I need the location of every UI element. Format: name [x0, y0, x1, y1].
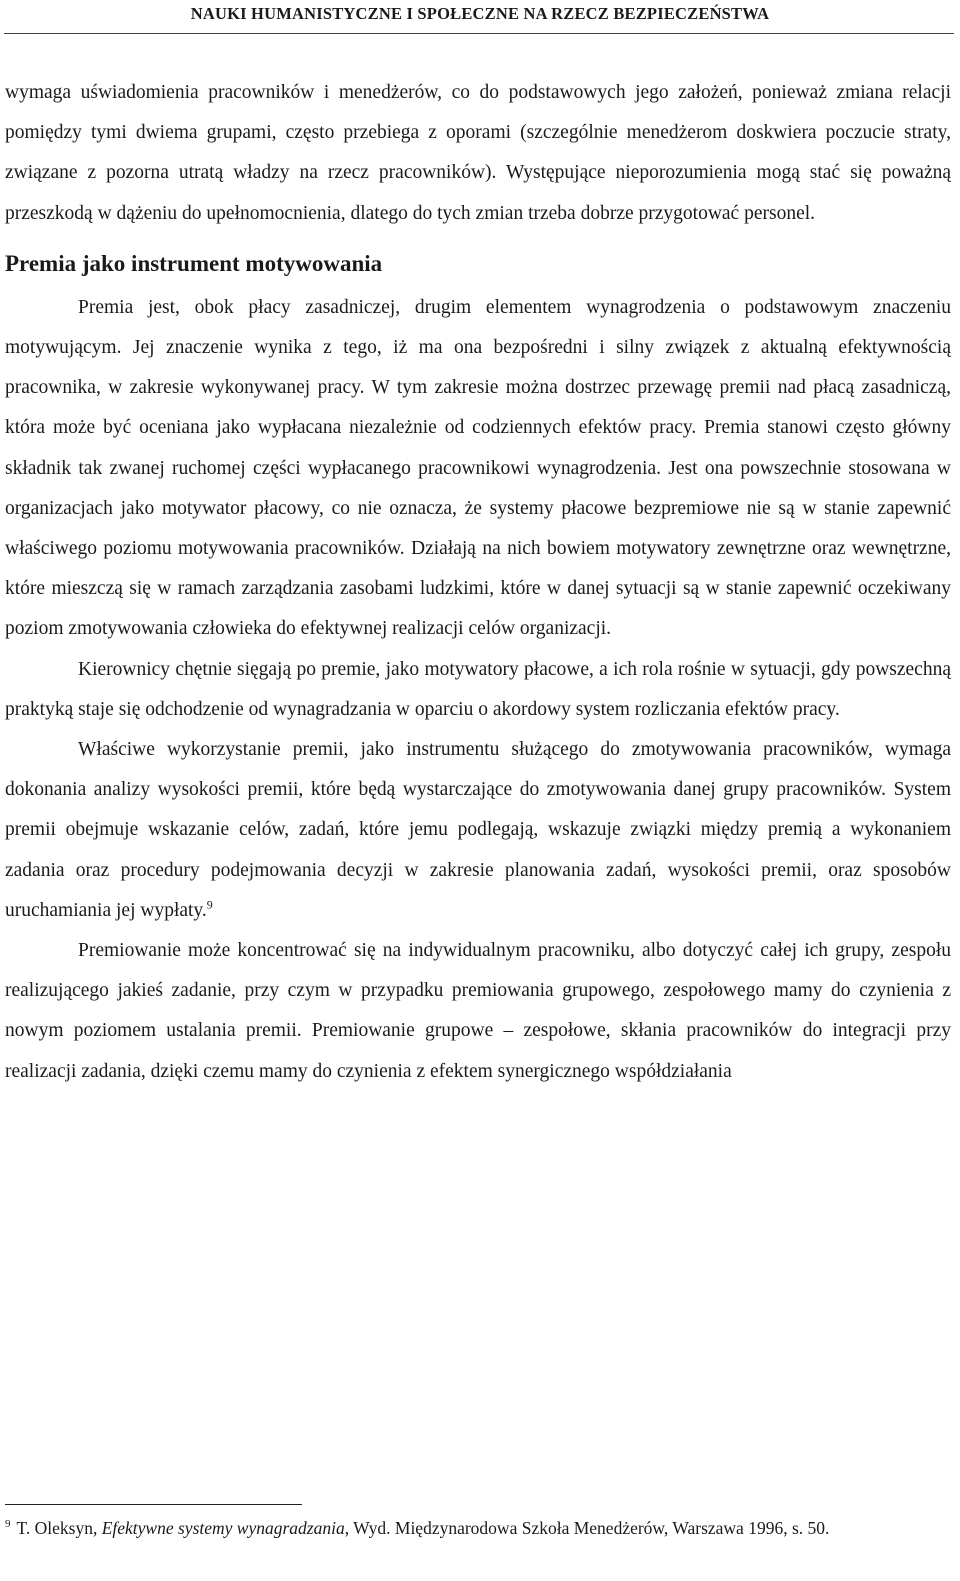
footnote-rule: [5, 1504, 302, 1505]
footnote: [5, 1517, 951, 1540]
paragraph-2: Premia jest, obok płacy zasadniczej, drugim elementem wynagrodzenia o podstawowym znaczeniu motywującym. Jej znaczenie wynika z tego, iż ma ona bezpośredni i silny związek z aktualną efektywnością pracownika, w zakresie wykonywanej pracy. W tym zakresie można dostrzec przewagę premii nad płacą zasadniczą, która może być oceniana jako wypłacana niezależnie od codziennych efektów pracy. Premia stanowi często główny składnik tak zwanej ruchomej części wypłacanego pracownikowi wynagrodzenia. Jest ona powszechnie stosowana w organizacjach jako motywator płacowy, co nie oznacza, że systemy płacowe bezpremiowe nie są w stanie zapewnić właściwego poziomu motywowania pracowników. Działają na nich bowiem motywatory zewnętrzne oraz wewnętrzne, które mieszczą się w ramach zarządzania zasobami ludzkimi, które w danej sytuacji są w stanie zapewnić oczekiwany poziom zmotywowania człowieka do efektywnej realizacji celów organizacji.: [5, 296, 951, 640]
footnote-number: 9: [5, 1518, 11, 1531]
footnote-author: T. Oleksyn,: [16, 1518, 98, 1538]
running-header: NAUKI HUMANISTYCZNE I SPOŁECZNE NA RZECZ BEZPIECZEŃSTWA: [190, 4, 770, 23]
footnote-reference[interactable]: 9: [206, 897, 213, 912]
section-heading: Premia jako instrument motywowania: [5, 250, 383, 276]
body-text: [5, 73, 951, 1092]
paragraph-1: wymaga uświadomienia pracowników i menedżerów, co do podstawowych jego założeń, ponieważ zmiana relacji pomiędzy tymi dwiema grupami, często przebiega z oporami (szczególnie menedżerom doskwiera poczucie straty, związane z pozorna utratą władzy na rzecz pracowników). Występujące nieporozumienia mogą stać się poważną przeszkodą w dążeniu do upełnomocnienia, dlatego do tych zmian trzeba dobrze przygotować personel.: [5, 82, 951, 224]
footnote-publisher: , Wyd. Międzynarodowa Szkoła Menedżerów, Warszawa 1996, s. 50.: [344, 1518, 830, 1538]
header-rule: [4, 33, 954, 34]
paragraph-4-text: Właściwe wykorzystanie premii, jako instrumentu służącego do zmotywowania pracowników, wymaga dokonania analizy wysokości premii, które będą wystarczające do zmotywowania danej grupy pracowników. System premii obejmuje wskazanie celów, zadań, które jemu podlegają, wskazuje związki między premią a wykonaniem zadania oraz procedury podejmowania decyzji w zakresie planowania zadań, wysokości premii, oraz sposobów uruchamiania jej wypłaty.: [5, 739, 951, 921]
paragraph-5: Premiowanie może koncentrować się na indywidualnym pracowniku, albo dotyczyć całej ich grupy, zespołu realizującego jakieś zadanie, przy czym w przypadku premiowania grupowego, zespołowego mamy do czynienia z nowym poziomem ustalania premii. Premiowanie grupowe – zespołowe, skłania pracowników do integracji przy realizacji zadania, dzięki czemu mamy do czynienia z efektem synergicznego współdziałania: [5, 940, 951, 1082]
paragraph-4: [5, 730, 951, 931]
footnote-title: Efektywne systemy wynagradzania: [101, 1518, 345, 1538]
paragraph-3: Kierownicy chętnie sięgają po premie, jako motywatory płacowe, a ich rola rośnie w sytuacji, gdy powszechną praktyką staje się odchodzenie od wynagradzania w oparciu o akordowy system rozliczania efektów pracy.: [5, 658, 951, 720]
spacer: [5, 234, 951, 244]
